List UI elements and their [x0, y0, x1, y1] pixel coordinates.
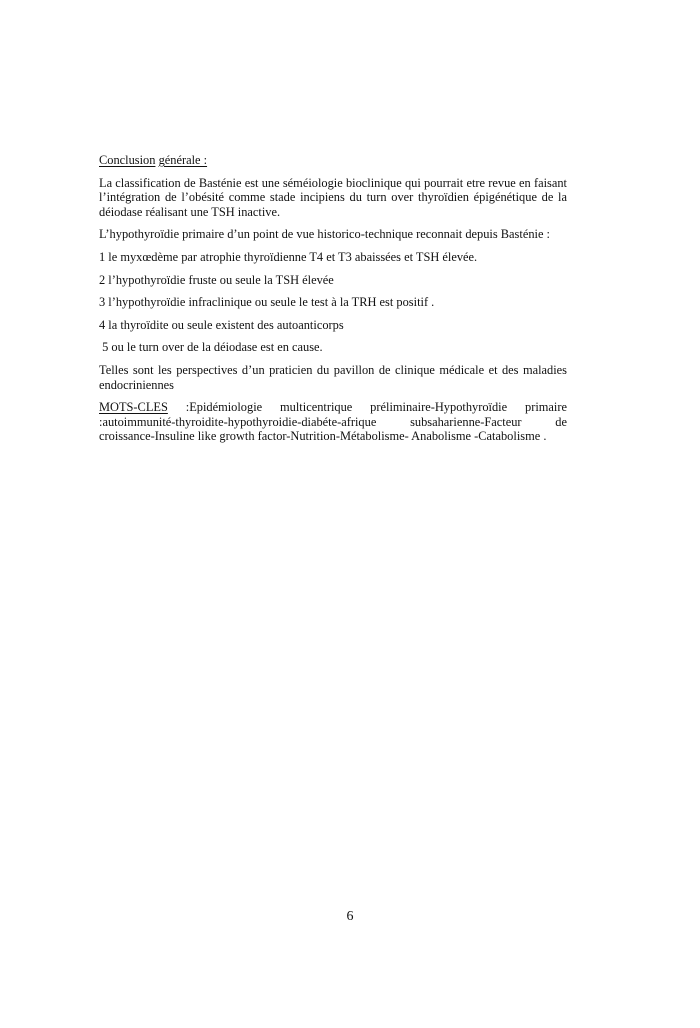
- list-item-1: 1 le myxœdème par atrophie thyroïdienne T4 et T3 abaissées et TSH élevée.: [99, 249, 478, 264]
- list-item-2: 2 l’hypothyroïdie fruste ou seule la TSH élevée: [99, 272, 334, 287]
- paragraph-classification: La classification de Basténie est une séméiologie bioclinique qui pourrait etre revue en faisant l’intégration de l’obésité comme stade incipiens du turn over thyroïdien épigénétique de la déiodase réalisant une TSH inactive.: [99, 175, 567, 219]
- paragraph-hypothyroidie-primaire: L’hypothyroïdie primaire d’un point de vue historico-technique reconnait depuis Basténie :: [99, 227, 550, 242]
- list-item-5: 5 ou le turn over de la déiodase est en cause.: [99, 340, 323, 355]
- list-item-3: 3 l’hypothyroïdie infraclinique ou seule le test à la TRH est positif .: [99, 295, 435, 310]
- document-body: [99, 153, 567, 444]
- heading-word-conclusion: Conclusion: [99, 153, 156, 167]
- heading-word-generale: générale :: [158, 153, 208, 167]
- page-number: 6: [346, 909, 354, 924]
- list-item-4: 4 la thyroïdite ou seule existent des autoanticorps: [99, 317, 344, 332]
- section-heading: [99, 153, 567, 168]
- keywords-text-1: :Epidémiologie multicentrique préliminaire-Hypothyroïdie primaire :autoimmunité-thyroidite-hypothyroidie-diabéte-afrique subsaharienne-Facteur de: [99, 400, 567, 429]
- keywords-line-1: [99, 400, 567, 429]
- keywords-block: [99, 400, 567, 444]
- keywords-line-2: croissance-Insuline like growth factor-Nutrition-Métabolisme- Anabolisme -Catabolisme .: [99, 429, 547, 444]
- keywords-label: MOTS-CLES: [99, 400, 168, 415]
- paragraph-perspectives: Telles sont les perspectives d’un praticien du pavillon de clinique médicale et des maladies endocriniennes: [99, 362, 567, 392]
